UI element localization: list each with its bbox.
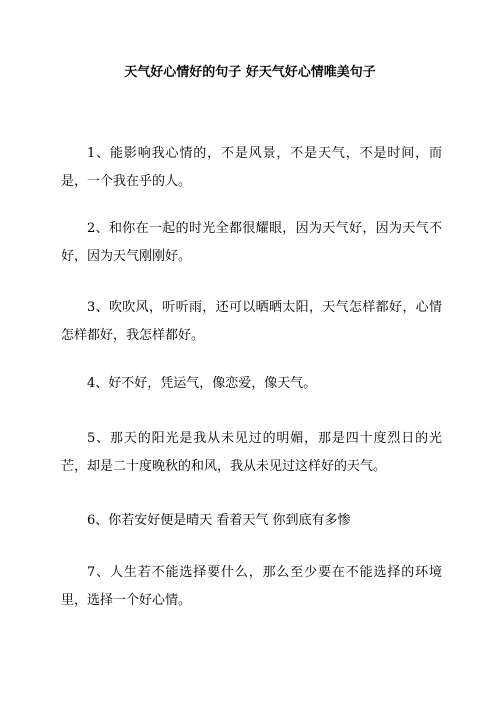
- paragraph-5: 5、那天的阳光是我从未见过的明媚，那是四十度烈日的光芒，却是二十度晚秋的和风，我从未见过这样好的天气。: [61, 431, 442, 474]
- paragraph-4: 4、好不好，凭运气，像恋爱，像天气。: [87, 376, 317, 391]
- paragraph-1: 1、能影响我心情的，不是风景，不是天气，不是时间，而是，一个我在乎的人。: [61, 146, 442, 189]
- document-title: 天气好心情好的句子 好天气好心情唯美句子: [124, 65, 376, 80]
- paragraph-6: 6、你若安好便是晴天 看着天气 你到底有多惨: [87, 513, 351, 528]
- paragraph-2: 2、和你在一起的时光全都很耀眼，因为天气好，因为天气不好，因为天气刚刚好。: [61, 221, 442, 264]
- paragraph-3: 3、吹吹风，听听雨，还可以晒晒太阳，天气怎样都好，心情怎样都好，我怎样都好。: [61, 300, 442, 343]
- paragraph-7: 7、人生若不能选择要什么，那么至少要在不能选择的环境里，选择一个好心情。: [61, 565, 442, 608]
